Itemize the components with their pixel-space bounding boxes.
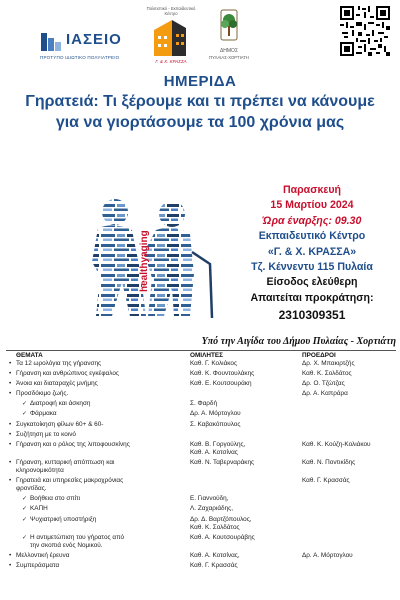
booking-note: Απαιτείται προκράτηση: <box>250 291 374 304</box>
event-start-time: Ώρα έναρξης: 09.30 <box>262 214 362 227</box>
agenda-speaker-line: Καθ. Ε. Κουτσουράκη <box>190 380 252 388</box>
agenda-speaker <box>190 505 300 513</box>
agenda-chair <box>302 459 397 467</box>
agenda-row <box>6 562 396 572</box>
agenda-speaker-line: Καθ. Γ. Κολιάκος <box>190 360 238 367</box>
agenda-topic <box>30 400 186 408</box>
iaseio-subtitle: ΠΡΟΤΥΠΟ ΙΔΙΩΤΙΚΟ ΠΟΛΥΙΑΤΡΕΙΟ <box>40 55 120 60</box>
event-day: Παρασκευή <box>282 184 342 196</box>
agenda-topic-line: • Γήρανση, κυτταρική απόπτωση και <box>16 458 115 466</box>
agenda-chair <box>302 370 397 378</box>
agenda-speaker <box>190 516 300 532</box>
agenda-chair-line: Δρ. Α. Καπράρα <box>302 390 348 398</box>
agenda-speaker <box>190 380 300 388</box>
agenda-row <box>6 495 396 505</box>
agenda-table <box>6 350 396 572</box>
agenda-topic-line: ✓ Διατροφή και άσκηση <box>30 400 91 408</box>
col-header-speakers: ΟΜΙΛΗΤΕΣ <box>190 352 223 359</box>
agenda-topic-line: • Άνοια και διαταραχές μνήμης <box>16 380 98 388</box>
agenda-chair-line: Καθ. Κ. Κούζη-Κολιάκου <box>302 440 371 448</box>
agenda-chair-line: Δρ. Α. Μόρτογλου <box>302 551 353 559</box>
krassa-name: Γ. & Χ. ΚΡΑΣΣΑ <box>155 59 187 64</box>
agenda-speaker-line: Καθ. Ν. Ταβερναράκης <box>190 458 255 466</box>
agenda-chair <box>302 441 397 449</box>
agenda-speaker-line: Καθ. Γ. Κρασσάς <box>190 561 238 569</box>
agenda-chair <box>302 380 397 388</box>
agenda-topic <box>30 495 186 503</box>
agenda-topic <box>16 360 186 368</box>
agenda-row <box>6 534 396 552</box>
agenda-speaker <box>190 562 300 570</box>
agenda-row <box>6 360 396 370</box>
agenda-topic-line: την σκοπιά ενός Νομικού. <box>30 541 103 549</box>
dimos-line2: ΠΥΛΑΙΑΣ-ΧΟΡΤΙΑΤΗ <box>209 55 249 60</box>
venue-address: Τζ. Κέννεντυ 115 Πυλαία <box>251 261 373 274</box>
title-block <box>20 72 380 133</box>
iaseio-logo <box>40 28 130 64</box>
krassa-top-text: Πολιτιστικό - Εκπαιδευτικό Κέντρο <box>146 6 196 16</box>
agenda-topic <box>30 516 186 524</box>
iaseio-name: ΙΑΣΕΙΟ <box>66 31 122 48</box>
agenda-topic-line: ✓ Φάρμακα <box>30 410 57 418</box>
agenda-row <box>6 390 396 400</box>
header <box>0 0 400 68</box>
agenda-speaker <box>190 534 300 542</box>
agenda-topic-line: ✓ Ψυχιατρική υποστήριξη <box>30 515 97 523</box>
agenda-speaker-line: Καθ. Β. Γοργούλης, <box>190 440 246 448</box>
agenda-speaker <box>190 459 300 467</box>
agenda-topic-line: φροντίδας. <box>16 485 47 493</box>
agenda-chair-line: Καθ. Κ. Σολδάτος <box>302 370 352 378</box>
agenda-topic <box>16 441 186 449</box>
svg-text:healthyaging: healthyaging <box>139 230 150 292</box>
agenda-chair-line: Δρ. Χ. Μπακιρτζής <box>302 360 355 367</box>
agenda-rows <box>6 360 396 572</box>
agenda-row <box>6 459 396 477</box>
agenda-topic <box>16 380 186 388</box>
agenda-header <box>6 351 396 360</box>
agenda-topic <box>16 477 186 493</box>
agenda-chair-line: Καθ. Γ. Κρασσάς <box>302 477 350 485</box>
patronage-line: Υπό την Αιγίδα του Δήμου Πυλαίας - Χορτιάτη <box>201 336 396 347</box>
agenda-speaker <box>190 410 300 418</box>
agenda-speaker-line: Δρ. Α. Μόρτογλου <box>190 410 241 418</box>
agenda-speaker <box>190 400 300 408</box>
agenda-topic <box>16 370 186 378</box>
agenda-chair-line: Δρ. Ο. Τζώτζας <box>302 380 345 388</box>
agenda-speaker-line: Καθ. Α. Κοτσίνας <box>190 448 238 456</box>
agenda-speaker-line: Καθ. Κ. Φουντουλάκης <box>190 370 255 378</box>
qr-code-icon[interactable] <box>340 6 390 56</box>
booking-phone[interactable]: 2310309351 <box>278 308 346 323</box>
agenda-topic <box>30 534 186 550</box>
agenda-topic <box>16 552 186 560</box>
agenda-topic-line: • Προσδόκιμο ζωής. <box>16 390 69 398</box>
agenda-chair-line: Καθ. Ν. Ποντικίδης <box>302 458 356 466</box>
col-header-chairs: ΠΡΟΕΔΡΟΙ <box>302 352 336 359</box>
agenda-topic-line: • Συζήτηση με το κοινό <box>16 430 76 438</box>
agenda-speaker-line: Λ. Ζαχαριάδης, <box>190 505 234 513</box>
agenda-topic <box>16 459 186 475</box>
agenda-speaker-line: Καθ. Α. Κουτσουράβης <box>190 533 255 541</box>
agenda-chair <box>302 390 397 398</box>
agenda-row <box>6 431 396 441</box>
agenda-topic <box>30 410 186 418</box>
entry-note: Είσοδος ελεύθερη <box>266 276 358 289</box>
krassa-logo <box>140 6 200 66</box>
tree-icon <box>217 8 241 44</box>
agenda-topic-line: • Μελλοντική έρευνα <box>16 551 70 559</box>
agenda-topic <box>30 505 186 513</box>
agenda-chair <box>302 360 397 368</box>
agenda-chair <box>302 477 397 485</box>
agenda-speaker-line: Σ. Καβακόπουλος <box>190 420 241 428</box>
agenda-speaker <box>190 370 300 378</box>
agenda-topic <box>16 562 186 570</box>
agenda-topic <box>16 390 186 398</box>
agenda-row <box>6 380 396 390</box>
event-date: 15 Μαρτίου 2024 <box>270 199 354 212</box>
agenda-topic-line: • Συγκατοίκηση φίλων 60+ & 60- <box>16 420 104 428</box>
agenda-speaker <box>190 495 300 503</box>
dimos-line1: ΔΗΜΟΣ <box>219 48 239 54</box>
venue-line1: Εκπαιδευτικό Κέντρο <box>258 230 366 243</box>
iaseio-mark-icon <box>40 30 62 52</box>
agenda-speaker-line: Δρ. Δ. Βαρτζόπουλος, <box>190 515 252 523</box>
agenda-row <box>6 441 396 459</box>
agenda-row <box>6 552 396 562</box>
agenda-row <box>6 477 396 495</box>
agenda-topic-line: ✓ ΚΑΠΗ <box>30 505 48 513</box>
agenda-topic-line: κληρονομικότητα <box>16 467 64 475</box>
col-header-topics: ΘΕΜΑΤΑ <box>16 352 43 359</box>
elderly-couple-wordcloud-illustration <box>60 192 230 332</box>
agenda-speaker-line: Σ. Φαρδή <box>190 400 218 408</box>
agenda-topic-line: • Γήρανση και ανθρώπινος εγκέφαλος <box>16 370 119 378</box>
agenda-topic-line: • Τα 12 ωρολόγια της γήρανσης <box>16 360 102 367</box>
agenda-row <box>6 410 396 420</box>
agenda-row <box>6 421 396 431</box>
agenda-speaker <box>190 441 300 457</box>
agenda-speaker-line: Καθ. Α. Κοτσίνας, <box>190 551 240 559</box>
agenda-speaker-line: Ε. Γιαννούδη, <box>190 495 229 503</box>
agenda-row <box>6 516 396 534</box>
agenda-speaker <box>190 360 300 368</box>
agenda-row <box>6 505 396 515</box>
agenda-topic-line: ✓ Βοήθεια στο σπίτι <box>30 495 81 503</box>
krassa-building-icon <box>152 18 188 58</box>
agenda-topic-line: • Γήρανση και ο ρόλος της λιποφουσκίνης <box>16 440 130 448</box>
agenda-row <box>6 400 396 410</box>
agenda-row <box>6 370 396 380</box>
agenda-topic <box>16 421 186 429</box>
agenda-chair <box>302 552 397 560</box>
agenda-topic <box>16 431 186 439</box>
agenda-topic-line: • Συμπεράσματα <box>16 561 60 569</box>
agenda-topic-line: • Γηρατειά και υπηρεσίες μακροχρόνιας <box>16 477 124 485</box>
agenda-speaker-line: Καθ. Κ. Σολδάτος <box>190 523 240 531</box>
event-title: Γηρατειά: Τι ξέρουμε και τι πρέπει να κάνουμε για να γιορτάσουμε τα 100 χρόνια μας <box>25 93 375 131</box>
agenda-topic-line: ✓ Η αντιμετώπιση του γήρατος από <box>30 533 125 541</box>
venue-line2: «Γ. & Χ. ΚΡΑΣΣΑ» <box>267 245 357 258</box>
event-kicker: ΗΜΕΡΙΔΑ <box>163 73 237 90</box>
agenda-speaker <box>190 552 300 560</box>
event-info <box>232 183 392 324</box>
agenda-speaker <box>190 421 300 429</box>
dimos-logo <box>205 8 255 66</box>
